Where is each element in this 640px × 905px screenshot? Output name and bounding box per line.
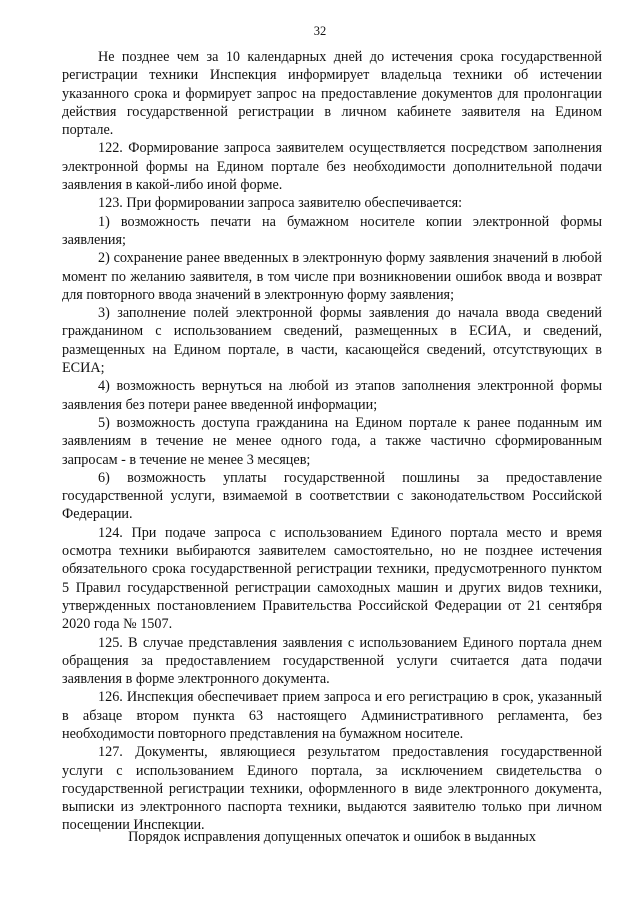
paragraph-123-item-4: 4) возможность вернуться на любой из этапов заполнения электронной формы заявления без потери ранее введенной информации;: [62, 378, 602, 413]
paragraph-123-item-1: 1) возможность печати на бумажном носителе копии электронной формы заявления;: [62, 213, 602, 248]
paragraph-127: 127. Документы, являющиеся результатом предоставления государственной услуги с использованием Единого портала, за исключением свидетельства о государственной регистрации техники, оформленного в виде электронного документа, выписки из электронного паспорта техники, выдаются заявителю только при личном посещении Инспекции.: [62, 744, 602, 834]
paragraph-123-item-2: 2) сохранение ранее введенных в электронную форму заявления значений в любой момент по желанию заявителя, в том числе при возникновении ошибок ввода и возврат для повторного ввода значений в электронную форму заявления;: [62, 250, 602, 303]
paragraph-123-item-6: 6) возможность уплаты государственной пошлины за предоставление государственной услуги, взимаемой в соответствии с законодательством Российской Федерации.: [62, 469, 602, 523]
paragraph-123-item-5: 5) возможность доступа гражданина на Едином портале к ранее поданным им заявлениям в течение не менее одного года, а также частично сформированным запросам - в течение не менее 3 месяцев;: [62, 414, 602, 468]
paragraph-123-item-3: 3) заполнение полей электронной формы заявления до начала ввода сведений гражданином с использованием сведений, размещенных в ЕСИА, и сведений, размещенных на Едином портале, в части, касающейся сведений, отсутствующих в ЕСИА;: [62, 305, 602, 377]
paragraph-123: 123. При формировании запроса заявителю обеспечивается:: [98, 195, 463, 212]
paragraph-122: 122. Формирование запроса заявителем осуществляется посредством заполнения электронной формы на Едином портале без необходимости дополнительной подачи заявления в какой-либо иной форме.: [62, 140, 602, 194]
paragraph-126: 126. Инспекция обеспечивает прием запроса и его регистрацию в срок, указанный в абзаце втором пункта 63 настоящего Административного регламента, без необходимости повторного представления на бумажном носителе.: [62, 689, 602, 742]
page-number: 32: [313, 24, 327, 38]
paragraph-125: 125. В случае представления заявления с использованием Единого портала днем обращения за предоставлением государственной услуги считается дата подачи заявления в форме электронного документа.: [62, 634, 602, 688]
section-heading: Порядок исправления допущенных опечаток и ошибок в выданных: [128, 829, 536, 845]
paragraph-124: 124. При подаче запроса с использованием Единого портала место и время осмотра техники выбираются заявителем самостоятельно, но не позднее истечения обязательного срока государственной регистрации техники, предусмотренного пунктом 5 Правил государственной регистрации самоходных машин и других видов техники, утвержденных постановлением Правительства Российской Федерации от 21 сентября 2020 года № 1507.: [62, 524, 602, 633]
body-text: [62, 48, 602, 835]
paragraph-pre-122: Не позднее чем за 10 календарных дней до истечения срока государственной регистрации техники Инспекция информирует владельца техники об истечении указанного срока и формирует запрос на предоставление документов для пролонгации действия государственной регистрации в личном кабинете заявителя на Едином портале.: [62, 49, 602, 139]
